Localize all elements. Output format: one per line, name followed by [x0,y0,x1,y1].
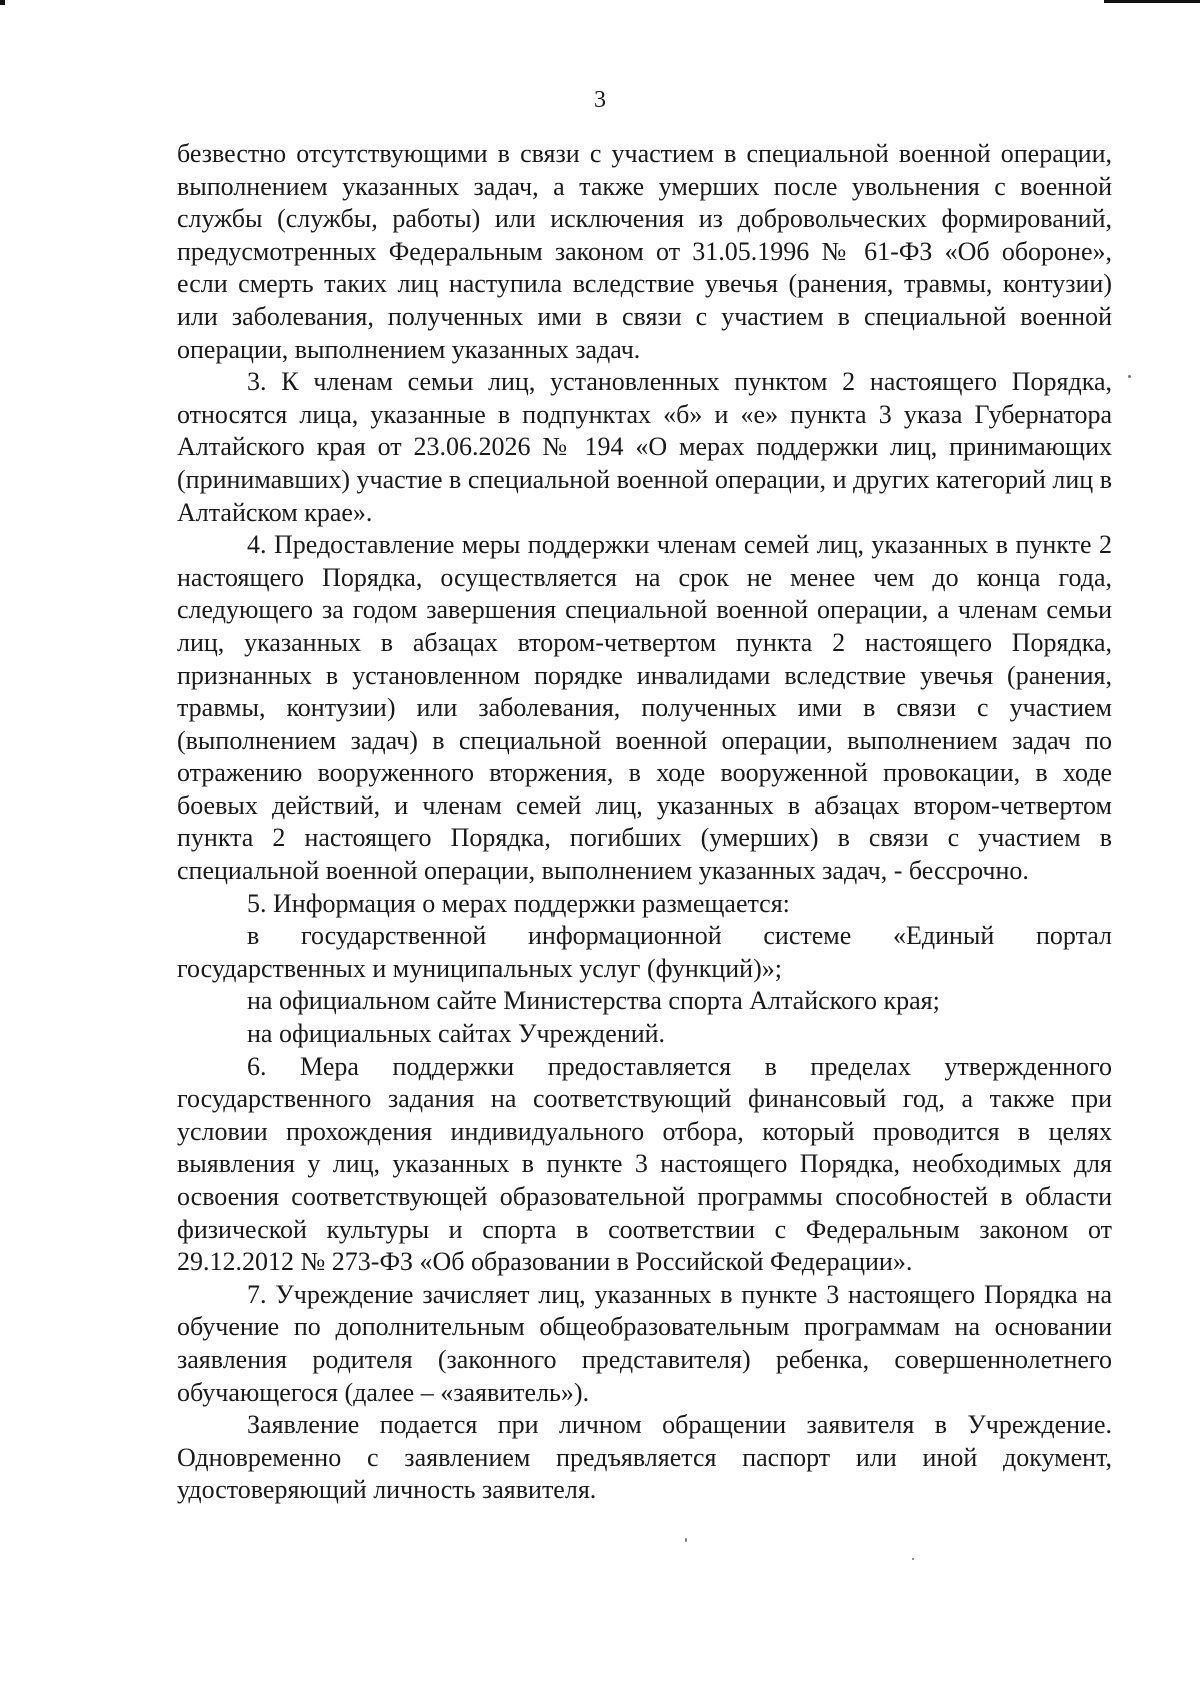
paragraph-item-7: 7. Учреждение зачисляет лиц, указанных в пункте 3 настоящего Порядка на обучение по дополнительным общеобразовательным программам на основании заявления родителя (законного представителя) ребенка, совершеннолетнего обучающегося (далее – «заявитель»). [177,1279,1112,1407]
paragraph-item-5-portal: в государственной информационной системе «Единый портал государственных и муниципальных услуг (функций)»; [177,921,1112,983]
paragraph-item-5-ministry-site: на официальном сайте Министерства спорта Алтайского края; [247,986,940,1016]
paragraph-item-5: 5. Информация о мерах поддержки размещается: [247,888,790,918]
scan-speck [1128,375,1131,378]
paragraph-item-3: 3. К членам семьи лиц, установленных пунктом 2 настоящего Порядка, относятся лица, указанные в подпунктах «б» и «е» пункта 3 указа Губернатора Алтайского края от 23.06.2026 № 194 «О мерах поддержки лиц, принимающих (принимавших) участие в специальной военной операции, и других категорий лиц в Алтайском крае». [177,367,1112,527]
document-body [177,138,1112,1507]
scan-edge-mark-right [1104,0,1200,3]
paragraph-continuation: безвестно отсутствующими в связи с участием в специальной военной операции, выполнением указанных задач, а также умерших после увольнения с военной службы (службы, работы) или исключения из добровольческих формирований, предусмотренных Федеральным законом от 31.05.1996 № 61-ФЗ «Об обороне», если смерть таких лиц наступила вследствие увечья (ранения, травмы, контузии) или заболевания, полученных ими в связи с участием в специальной военной операции, выполнением указанных задач. [177,139,1112,364]
paragraph-application: Заявление подается при личном обращении заявителя в Учреждение. Одновременно с заявлением предъявляется паспорт или иной документ, удостоверяющий личность заявителя. [177,1410,1112,1505]
scan-speck [685,1538,687,1542]
scan-speck [912,1558,914,1560]
page-number: 3 [594,87,606,113]
paragraph-item-6: 6. Мера поддержки предоставляется в пределах утвержденного государственного задания на соответствующий финансовый год, а также при условии прохождения индивидуального отбора, который проводится в целях выявления у лиц, указанных в пункте 3 настоящего Порядка, необходимых для освоения соответствующей образовательной программы способностей в области физической культуры и спорта в соответствии с Федеральным законом от 29.12.2012 № 273-ФЗ «Об образовании в Российской Федерации». [177,1051,1112,1277]
scan-edge-mark-left [0,0,5,5]
paragraph-item-4: 4. Предоставление меры поддержки членам семей лиц, указанных в пункте 2 настоящего Порядка, осуществляется на срок не менее чем до конца года, следующего за годом завершения специальной военной операции, а членам семьи лиц, указанных в абзацах втором-четвертом пункта 2 настоящего Порядка, признанных в установленном порядке инвалидами вследствие увечья (ранения, травмы, контузии) или заболевания, полученных ими в связи с участием (выполнением задач) в специальной военной операции, выполнением задач по отражению вооруженного вторжения, в ходе вооруженной провокации, в ходе боевых действий, и членам семей лиц, указанных в абзацах втором-четвертом пункта 2 настоящего Порядка, погибших (умерших) в связи с участием в специальной военной операции, выполнением указанных задач, - бессрочно. [177,530,1112,886]
paragraph-item-5-institution-sites: на официальных сайтах Учреждений. [247,1019,666,1049]
